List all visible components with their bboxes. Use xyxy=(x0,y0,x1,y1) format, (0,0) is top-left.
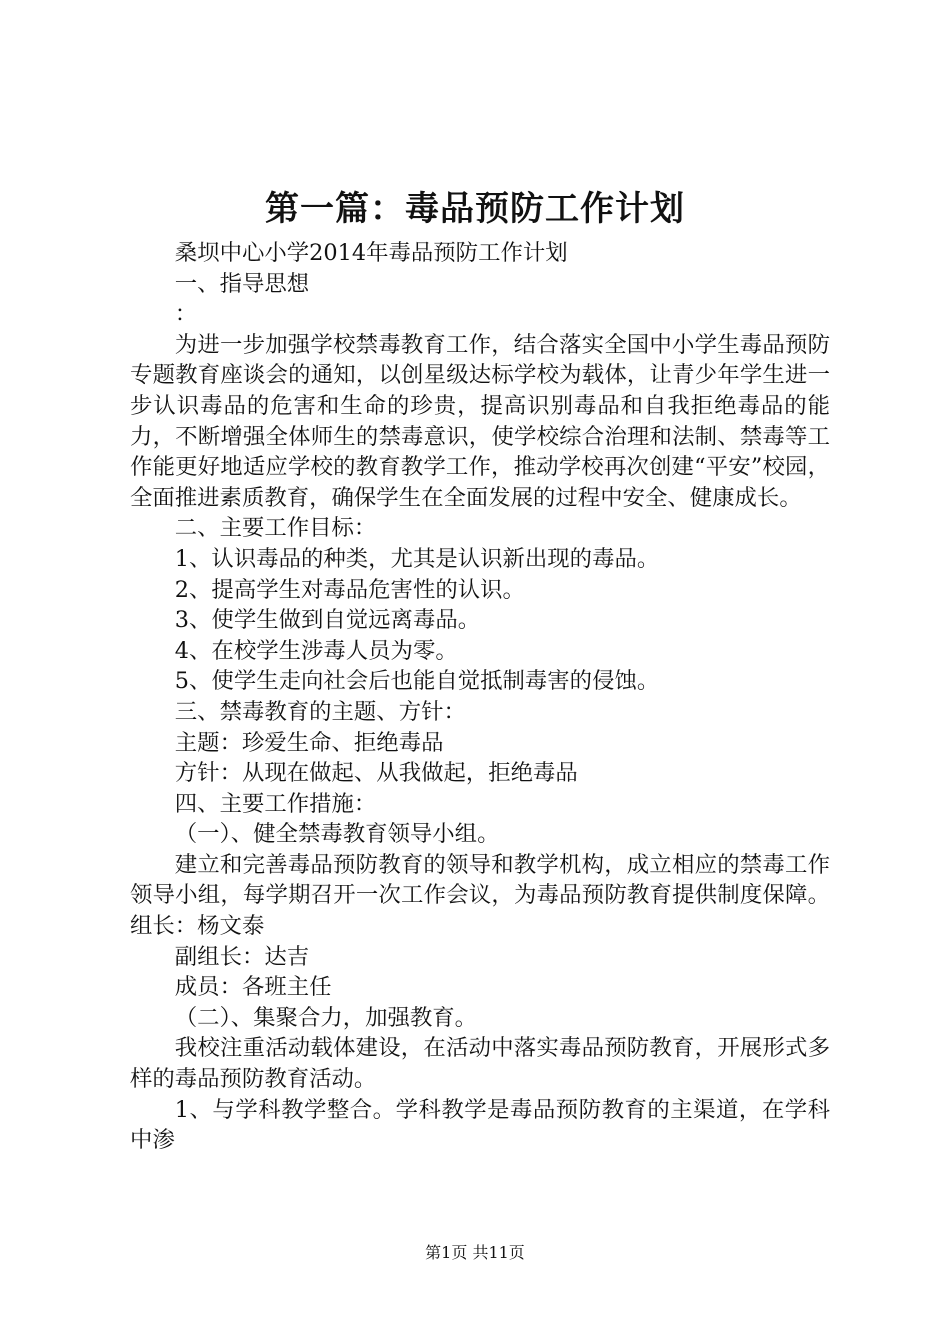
section-heading-guiding-ideology: 一、指导思想 xyxy=(174,270,310,297)
document-title: 第一篇：毒品预防工作计划 xyxy=(265,189,685,229)
colon-line: ： xyxy=(174,301,198,328)
section-heading-work-goals: 二、主要工作目标： xyxy=(174,515,377,542)
goal-item-4: 4、在校学生涉毒人员为零。 xyxy=(174,637,458,664)
education-paragraph: 我校注重活动载体建设，在活动中落实毒品预防教育，开展形式多样的毒品预防教育活动。 xyxy=(130,1035,830,1093)
leadership-paragraph: 建立和完善毒品预防教育的领导和教学机构，成立相应的禁毒工作领导小组，每学期召开一次工作会议，为毒品预防教育提供制度保障。组长：杨文泰 xyxy=(130,851,830,940)
subject-integration-paragraph: 1、与学科教学整合。学科教学是毒品预防教育的主渠道，在学科中渗 xyxy=(130,1096,830,1154)
plan-heading: 桑坝中心小学2014年毒品预防工作计划 xyxy=(174,240,568,266)
goal-item-2: 2、提高学生对毒品危害性的认识。 xyxy=(174,576,525,603)
goal-item-5: 5、使学生走向社会后也能自觉抵制毒害的侵蚀。 xyxy=(174,668,660,695)
section-heading-measures: 四、主要工作措施： xyxy=(174,790,377,817)
section-heading-theme-policy: 三、禁毒教育的主题、方针： xyxy=(174,698,466,725)
document-body xyxy=(130,238,830,1156)
subsection-heading-education: （二）、集聚合力，加强教育。 xyxy=(174,1004,478,1031)
guiding-ideology-paragraph: 为进一步加强学校禁毒教育工作，结合落实全国中小学生毒品预防专题教育座谈会的通知，以创星级达标学校为载体，让青少年学生进一步认识毒品的危害和生命的珍贵，提高识别毒品和自我拒绝毒品的能力，不断增强全体师生的禁毒意识，使学校综合治理和法制、禁毒等工作能更好地适应学校的教育教学工作，推动学校再次创建“平安”校园，全面推进素质教育，确保学生在全面发展的过程中安全、健康成长。 xyxy=(130,331,830,511)
goal-item-3: 3、使学生做到自觉远离毒品。 xyxy=(174,607,481,634)
page-footer: 第1页 共11页 xyxy=(425,1243,525,1262)
theme-line: 主题：珍爱生命、拒绝毒品 xyxy=(174,729,444,756)
deputy-leader-line: 副组长：达吉 xyxy=(174,943,310,970)
subsection-heading-leadership: （一）、健全禁毒教育领导小组。 xyxy=(174,821,500,848)
policy-line: 方针：从现在做起、从我做起，拒绝毒品 xyxy=(174,760,578,787)
members-line: 成员：各班主任 xyxy=(174,974,332,1001)
goal-item-1: 1、认识毒品的种类，尤其是认识新出现的毒品。 xyxy=(174,545,660,572)
